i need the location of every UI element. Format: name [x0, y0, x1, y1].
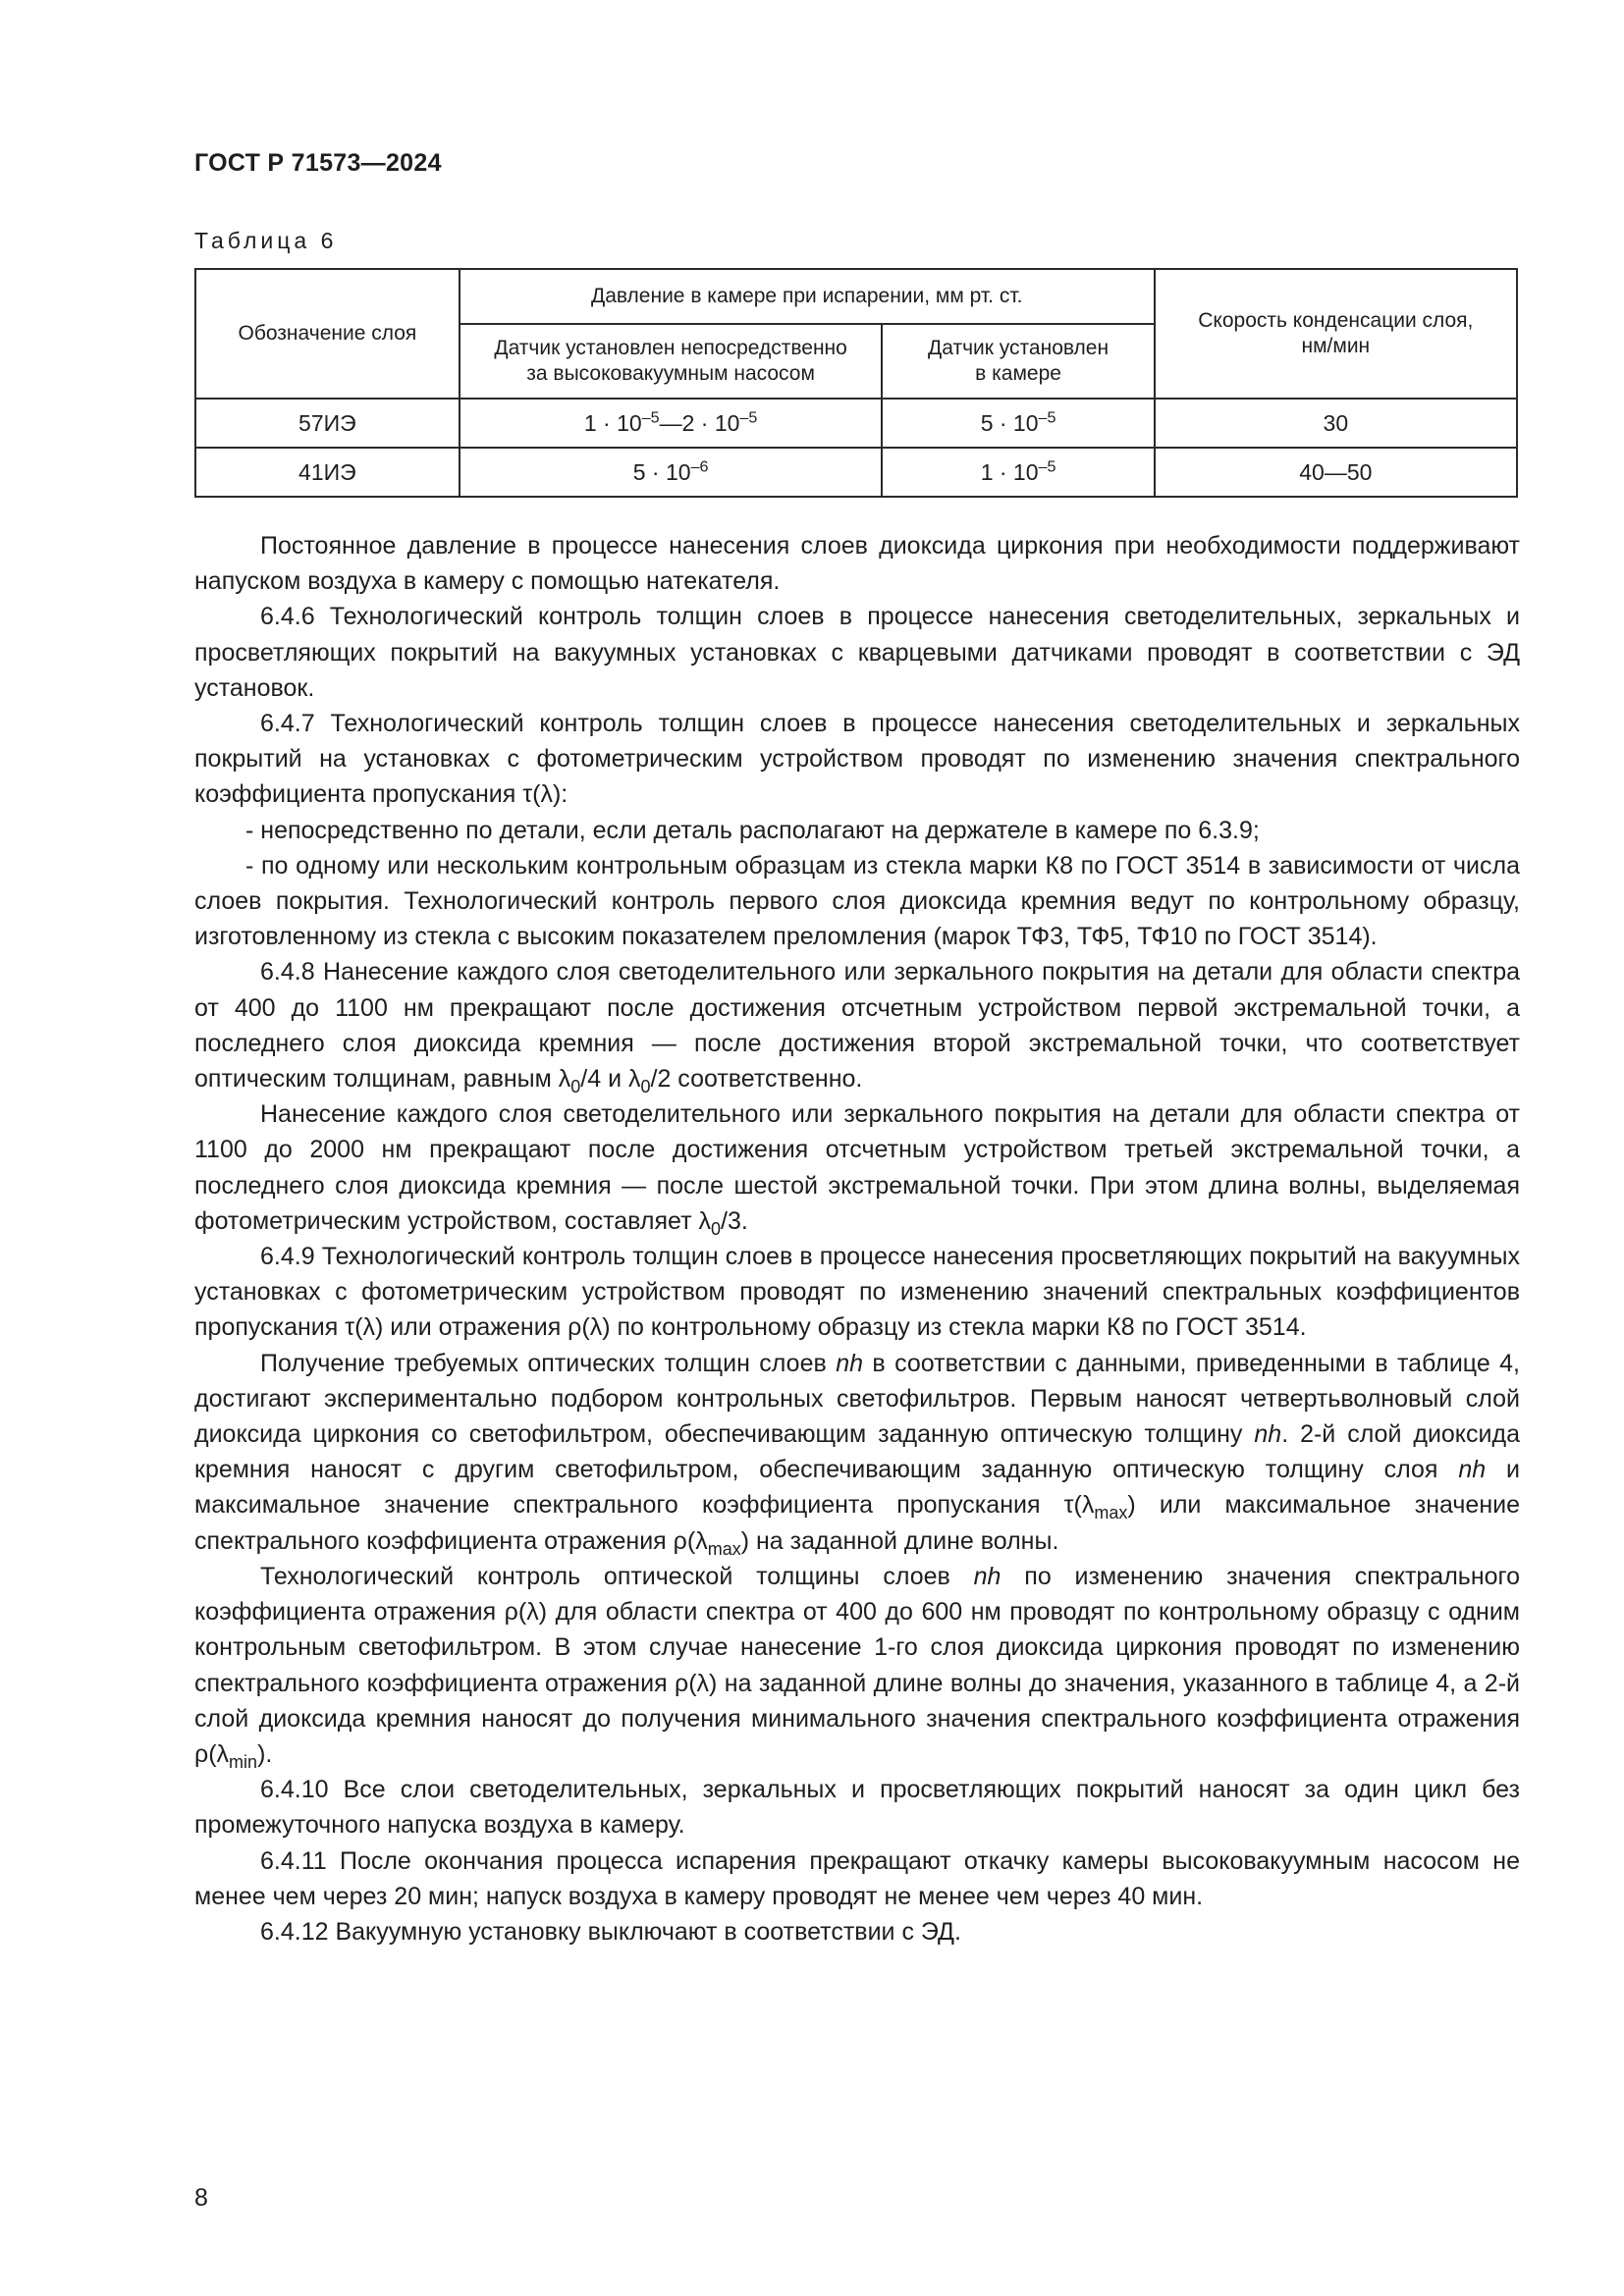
paragraph-6-4-12: 6.4.12 Вакуумную установку выключают в соответствии с ЭД.: [260, 1917, 961, 1946]
th-pressure: Давление в камере при испарении, мм рт. ст.: [460, 269, 1155, 324]
paragraph-6-4-6: 6.4.6 Технологический контроль толщин слоев в процессе нанесения светоделительных, зеркальных и просветляющих покрытий на вакуумных установках с кварцевыми датчиками проводят в соответствии с ЭД установок.: [194, 603, 1520, 702]
paragraph: Нанесение каждого слоя светоделительного или зеркального покрытия на детали для области спектра от 1100 до 2000 нм прекращают после достижения отсчетным устройством третьей экстремальной точки, а последнего слоя диоксида кремния — после шестой экстремальной точки. При этом длина волны, выделяемая фотометрическим устройством, составляет $\lambda_0/3$.: [194, 1100, 1520, 1239]
paragraph-6-4-11: 6.4.11 После окончания процесса испарения прекращают откачку камеры высоковакуумным насосом не менее чем через 20 мин; напуск воздуха в камеру проводят не менее чем через 40 мин.: [194, 1846, 1520, 1910]
table-row: [195, 399, 1517, 448]
th-layer: Обозначение слоя: [195, 269, 460, 399]
paragraph-6-4-9: 6.4.9 Технологический контроль толщин слоев в процессе нанесения просветляющих покрытий на вакуумных установках с фотометрическим устройством проводят по изменению значений спектральных коэффициентов пропускания τ(λ) или отражения ρ(λ) по контрольному образцу из стекла марки К8 по ГОСТ 3514.: [194, 1243, 1520, 1342]
cell-pressure-pump: $5 \cdot 10^{-6}$: [460, 448, 883, 497]
cell-rate: 30: [1155, 399, 1517, 448]
paragraph-6-4-8: 6.4.8 Нанесение каждого слоя светоделительного или зеркального покрытия на детали для области спектра от 400 до 1100 нм прекращают после достижения отсчетным устройством первой экстремальной точки, а последнего слоя диоксида кремния — после достижения второй экстремальной точки, что соответствует оптическим толщинам, равным $\lambda_0/4$ и $\lambda_0/2$ соответственно.: [194, 958, 1520, 1097]
th-sensor-chamber: Датчик установлен в камере: [882, 324, 1154, 399]
paragraph: Постоянное давление в процессе нанесения слоев диоксида циркония при необходимости поддерживают напуском воздуха в камеру с помощью натекателя.: [194, 532, 1520, 596]
cell-layer: 41ИЭ: [195, 448, 460, 497]
cell-pressure-chamber: $5 \cdot 10^{-5}$: [882, 399, 1154, 448]
paragraph: Получение требуемых оптических толщин слоев nh в соответствии с данными, приведенными в таблице 4, достигают экспериментально подбором контрольных светофильтров. Первым наносят четвертьволновый слой диоксида циркония со светофильтром, обеспечивающим заданную оптическую толщину nh. 2-й слой диоксида кремния наносят с другим светофильтром, обеспечивающим заданную оптическую толщину слоя nh и максимальное значение спектрального коэффициента пропускания $\tau(\lambda_{max})$ или максимальное значение спектрального коэффициента отражения $\rho(\lambda_{max})$ на заданной длине волны.: [194, 1349, 1520, 1559]
cell-pressure-pump: $1 \cdot 10^{-5}—2 \cdot 10^{-5}$: [460, 399, 883, 448]
cell-layer: 57ИЭ: [195, 399, 460, 448]
paragraph-6-4-7: 6.4.7 Технологический контроль толщин слоев в процессе нанесения светоделительных и зеркальных покрытий на установках с фотометрическим устройством проводят по изменению значения спектрального коэффициента пропускания τ(λ):: [194, 710, 1520, 809]
th-sensor-pump: Датчик установлен непосредственно за высоковакуумным насосом: [460, 324, 883, 399]
list-item: - непосредственно по детали, если деталь располагают на держателе в камере по 6.3.9;: [245, 816, 1260, 844]
paragraph-6-4-10: 6.4.10 Все слои светоделительных, зеркальных и просветляющих покрытий наносят за один цикл без промежуточного напуска воздуха в камеру.: [194, 1776, 1520, 1840]
table-caption: Таблица 6: [194, 228, 338, 253]
paragraph: Технологический контроль оптической толщины слоев nh по изменению значения спектрального коэффициента отражения ρ(λ) для области спектра от 400 до 600 нм проводят по контрольному образцу с одним контрольным светофильтром. В этом случае нанесение 1-го слоя диоксида циркония проводят по изменению спектрального коэффициента отражения ρ(λ) на заданной длине волны до значения, указанного в таблице 4, а 2-й слой диоксида кремния наносят до получения минимального значения спектрального коэффициента отражения $\rho(\lambda_{min})$.: [194, 1562, 1520, 1772]
document-header: ГОСТ Р 71573—2024: [194, 149, 442, 177]
table-6: [194, 268, 1518, 498]
cell-pressure-chamber: $1 \cdot 10^{-5}$: [882, 448, 1154, 497]
page-number: 8: [194, 2184, 208, 2212]
body-text: [194, 528, 1520, 1949]
list-item: - по одному или нескольким контрольным образцам из стекла марки К8 по ГОСТ 3514 в зависимости от числа слоев покрытия. Технологический контроль первого слоя диоксида кремния ведут по контрольному образцу, изготовленному из стекла с высоким показателем преломления (марок ТФ3, ТФ5, ТФ10 по ГОСТ 3514).: [194, 851, 1520, 951]
table-row: [195, 448, 1517, 497]
cell-rate: 40—50: [1155, 448, 1517, 497]
th-rate: Скорость конденсации слоя, нм/мин: [1155, 269, 1517, 399]
